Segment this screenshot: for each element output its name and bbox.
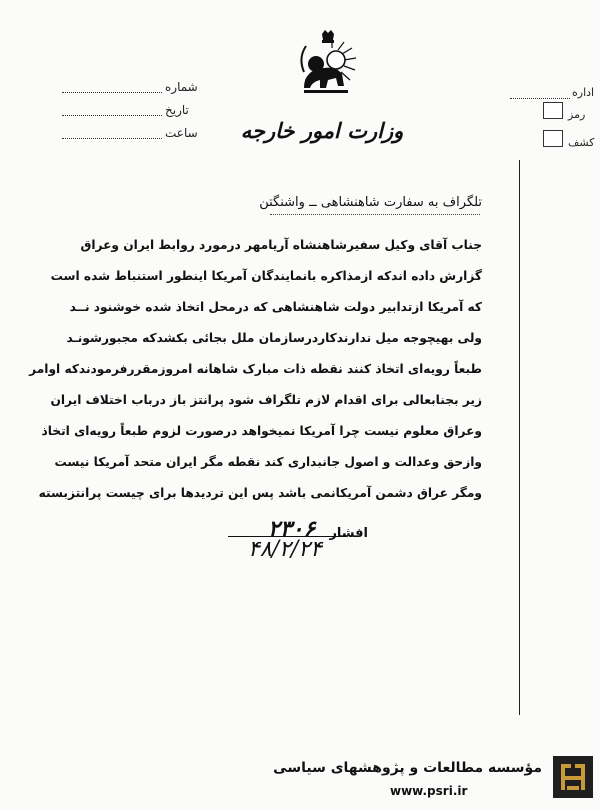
department-label: اداره bbox=[572, 86, 595, 99]
body-line: جناب آقای وکیل سفیرشاهنشاه آریامهر درمورد روابط ایران وعراق bbox=[80, 238, 482, 252]
date-field-line bbox=[62, 115, 162, 116]
handwritten-number: ۲۳۰۶ bbox=[268, 516, 316, 542]
body-line: ولی بهیچوجه میل ندارندکاردرسازمان ملل بجائی بکشدکه مجبورشونـد bbox=[66, 331, 482, 345]
body-line: وعراق معلوم نیست چرا آمریکا نمیخواهد درصورت لزوم طبعاً رویه‌ای اتخاذ bbox=[41, 424, 482, 438]
body-line: زیر بجنابعالی برای اقدام لازم تلگراف شود پرانتز باز درباب اختلاف ایران bbox=[50, 393, 482, 407]
code-label: رمز bbox=[568, 108, 586, 121]
recipient-underline bbox=[270, 214, 480, 215]
ministry-title: وزارت امور خارجه bbox=[240, 118, 404, 143]
number-label: شماره bbox=[165, 80, 198, 94]
body-line: که آمریکا ازتدابیر دولت شاهنشاهی که درمحل اتخاذ شده خوشنود نــد bbox=[69, 300, 482, 314]
handwritten-date: ۴۸/۲/۲۴ bbox=[248, 537, 322, 562]
recipient-line-text: تلگراف به سفارت شاهنشاهی ــ واشنگتن bbox=[259, 195, 482, 210]
number-field-line bbox=[62, 92, 162, 93]
body-line: طبعاً رویه‌ای اتخاذ کنند نقطه ذات مبارک شاهانه امروزمقررفرمودندکه اوامر bbox=[29, 362, 482, 376]
watermark-org: مؤسسه مطالعات و پژوهشهای سیاسی bbox=[273, 760, 542, 776]
code-box bbox=[543, 102, 563, 119]
time-label: ساعت bbox=[165, 126, 198, 140]
body-line: ومگر عراق دشمن آمریکانمی باشد پس این تردیدها برای چیست پرانتزبسته bbox=[38, 486, 482, 500]
time-field-line bbox=[62, 138, 162, 139]
department-field-line bbox=[510, 98, 570, 99]
lion-and-sun-emblem-icon bbox=[292, 28, 364, 102]
watermark-url[interactable]: www.psri.ir bbox=[390, 784, 468, 798]
margin-rule bbox=[519, 160, 520, 715]
body-line: وازحق وعدالت و اصول جانبداری کند نقطه مگر ایران متحد آمریکا نیست bbox=[54, 455, 482, 469]
signature-name: افشار bbox=[329, 526, 368, 541]
psri-logo-icon bbox=[553, 756, 593, 798]
body-line: گزارش داده اندکه ازمذاکره بانمایندگان آمریکا اینطور استنباط شده است bbox=[50, 269, 482, 283]
date-label: تاریخ bbox=[165, 103, 189, 117]
decode-box bbox=[543, 130, 563, 147]
telegram-body bbox=[29, 230, 482, 509]
decode-label: کشف bbox=[568, 136, 595, 149]
